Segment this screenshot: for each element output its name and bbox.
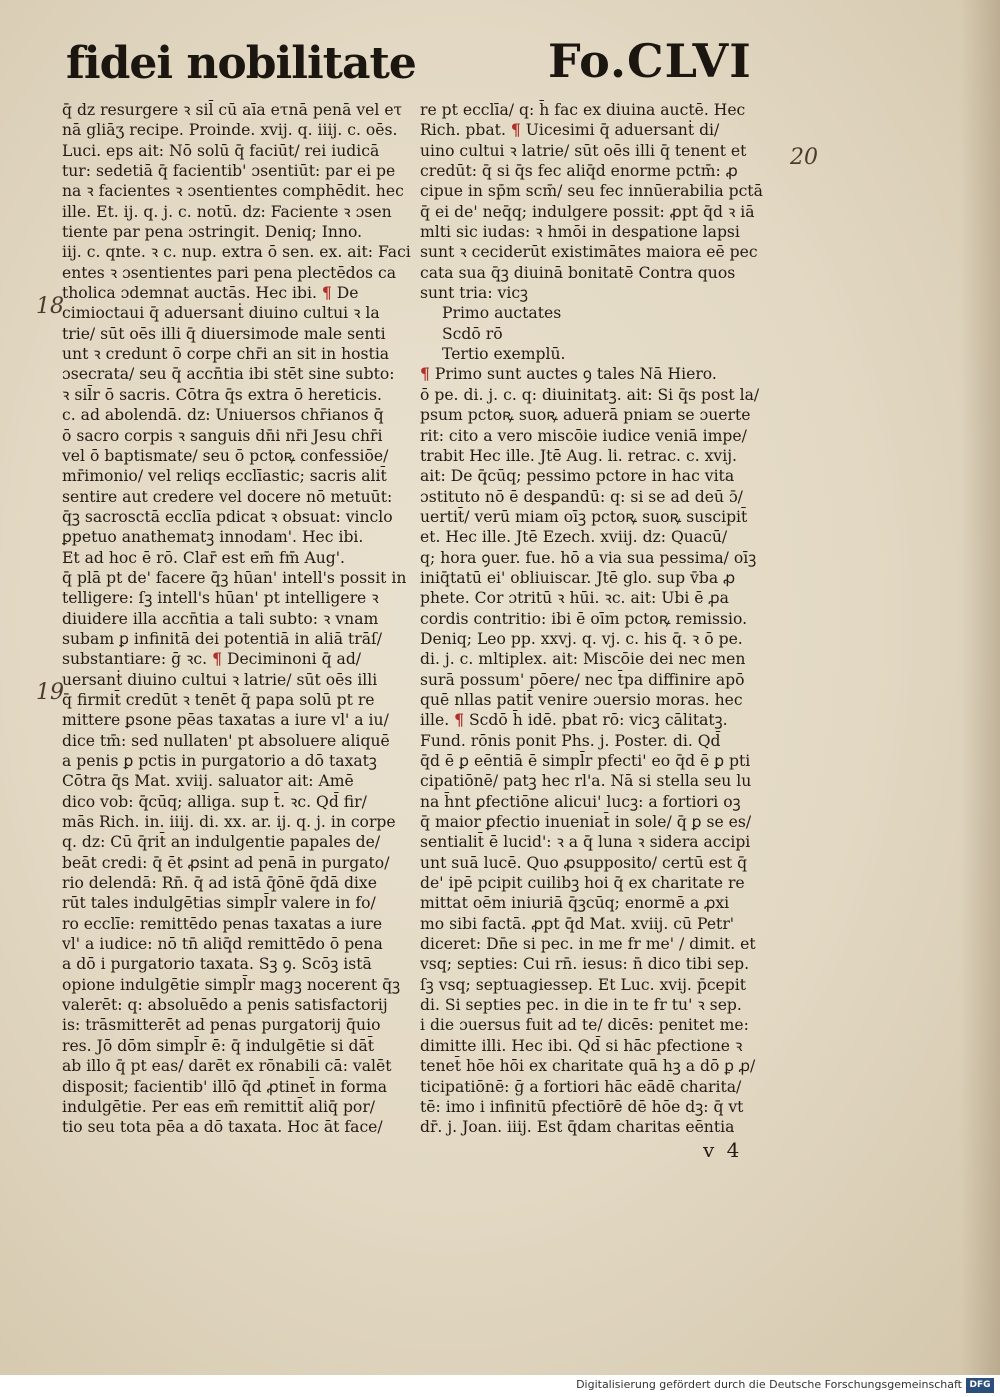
text-line: q. dz: Cū q̄rit̄ an indulgentie papales de/ [62,833,381,852]
text-line: ɔsecrata/ seu q̄ accn̄tia ibi stēt sine subto: [62,365,395,384]
text-line: nā gliāʒ recipe. Proinde. xvij. q. iiij. c. oēs. [62,121,398,140]
text-line: q̄ plā pt de' facere q̄ꝫ hūan' intell's possit in [62,568,407,587]
text-line: dimitte illi. Hec ibi. Qd̄ si hāc pfectione ꝛ [420,1036,743,1055]
text-line: ille. ¶ Scdō h̄ idē. pbat rō: vicꝫ cālitatꝫ. [420,710,728,730]
text-line: c. ad abolendā. dz: Uniuersos chr̄ianos q̄ [62,406,384,425]
text-line: mo sibi factā. ꝓpt q̄d Mat. xviij. cū Petr' [420,914,735,933]
text-line: Scdō rō [442,324,503,343]
text-line: phete. Cor ɔtritū ꝛ hūi. ꝛc. ait: Ubi ē ꝓa [420,589,729,608]
text-line: cata sua q̄ꝫ diuinā bonitatē Contra quos [420,263,736,282]
text-line: ticipatiōnē: ḡ a fortiori hāc eādē charita/ [420,1077,742,1096]
text-line: sunt tria: vicꝫ [420,284,529,303]
signature-mark: v 4 [703,1138,743,1162]
text-line: beāt credi: q̄ ēt ꝓsint ad penā in purgato/ [62,853,390,872]
rubric-mark: ¶ [420,364,430,384]
text-line: a dō i purgatorio taxata. Sꝫ ꝯ. Scōꝫ istā [62,955,372,974]
text-line: vel ō baptismate/ seu ō pctoꝶ confessiōe/ [62,446,389,465]
footer-bar [0,1375,1000,1397]
text-line: tur: sedetiā q̄ facientib' ɔsentiūt: par ei pe [62,162,396,181]
text-line: ille. Et. ij. q. j. c. notū. dz: Faciente ꝛ ɔsen [62,202,392,221]
marginal-note-19: 19 [36,680,64,705]
text-line: cipatiōnē/ patꝫ hec rl'a. Nā si stella seu lu [420,772,752,791]
text-line: trabit Hec ille. Jtē Aug. li. retrac. c. xvij. [420,446,737,465]
text-line: ꝑpetuo anathematꝫ innodam'. Hec ibi. [62,528,364,547]
dfg-logo: DFG [966,1378,994,1393]
page-edge-shadow [960,0,1000,1375]
text-line: q̄d ē ꝑ eēntiā ē simpl̄r pfecti' eo q̄d ē ꝑ pti [420,752,751,770]
text-line: dico vob: q̄cūq; alliga. sup t̄. ꝛc. Qd̄ fir/ [62,792,367,811]
text-line: et. Hec ille. Jtē Ezech. xviij. dz: Quacū/ [420,528,728,547]
text-line: na ꝛ facientes ꝛ ɔsentientes comphēdit. hec [62,182,404,201]
text-line: mr̄imonio/ vel reliqs ecclīastic; sacris alit̄ [62,467,387,486]
marginal-note-18: 18 [36,294,64,319]
text-line: mittere ꝑsone pēas taxatas a iure vl' a iu/ [62,711,389,730]
text-line: vl' a iudice: nō tn̄ aliq̄d remittēdo ō pena [62,935,383,954]
funding-credit: Digitalisierung gefördert durch die Deutsche Forschungsgemeinschaft [576,1378,962,1391]
text-line: di. Si septies pec. in die in te fr tu' ꝛ sep. [420,996,742,1015]
text-line: q̄ maior ꝑfectio inueniat̄ in sole/ q̄ ꝑ se es/ [420,813,752,832]
text-line: re pt ecclīa/ q: h̄ fac ex diuina auctē. Hec [420,101,746,119]
text-line: unt suā lucē. Quo ꝓsupposito/ certū est q̄ [420,853,748,872]
text-line: na h̄nt ꝑfectiōne alicui' lucꝫ: a fortiori oꝫ [420,792,741,811]
text-line: surā possum' pōere/ nec t̄pa diffinire apō [420,670,745,689]
running-title: fidei nobilitate [66,38,416,89]
text-line: uino cultui ꝛ latrie/ sūt oēs illi q̄ tenent et [420,141,747,160]
text-line: q̄ꝫ sacrosctā ecclīa pdicat ꝛ obsuat: vinclo [62,507,393,526]
left-text-column [62,100,414,1138]
text-line: Cōtra q̄s Mat. xviij. saluator ait: Amē [62,772,354,791]
text-line: a penis ꝑ pctis in purgatorio a dō taxatꝫ [62,752,377,770]
text-line: uertit̄/ verū miam oīꝫ pctoꝶ suoꝶ suscipit̄ [420,507,748,526]
text-line: ō sacro corpis ꝛ sanguis dn̄i nr̄i Jesu chr̄i [62,426,383,445]
text-line: i die ɔuersus fuit ad te/ dicēs: penitet me: [420,1016,749,1035]
text-line: is: trāsmitterēt ad penas purgatorij q̄uio [62,1016,381,1035]
text-line: credūt: q̄ si q̄s fec aliq̄d enorme pctm̄: ꝓ [420,162,738,181]
text-line: diceret: Dn̄e si pec. in me fr me' / dimit. et [420,935,756,954]
text-line: ō pe. di. j. c. q: diuinitatꝫ. ait: Si q̄s post la/ [420,385,760,404]
text-line: rit: cito a vero miscōie iudice veniā impe/ [420,426,747,445]
text-line: mlti sic iudas: ꝛ hmōi in desꝑatione lapsi [420,223,740,242]
text-line: valerēt: q: absoluēdo a penis satisfactorij [62,996,388,1015]
text-line: Primo auctates [442,304,562,323]
marginal-note-20: 20 [790,145,818,170]
text-line: Rich. pbat. ¶ Uicesimi q̄ aduersanṫ di/ [420,120,720,140]
text-line: indulgētie. Per eas em̄ remittit̄ aliq̄ por/ [62,1097,376,1116]
text-line: di. j. c. mltiplex. ait: Miscōie dei nec men [420,650,746,669]
text-line: ſꝫ vsq; septuagiessep. Et Luc. xvij. p̄cepit [420,975,747,994]
text-line: q; hora ꝯuer. fue. hō a via sua pessima/ oīꝫ [420,548,757,567]
text-line: tiente par pena ɔstringit. Deniq; Inno. [62,223,363,242]
text-line: telligere: ſꝫ intell's hūan' pt intelligere ꝛ [62,589,379,608]
text-line: tē: imo i infinitū pfectiōrē dē hōe dꝫ: q̄ vt [420,1097,744,1116]
text-line: subam ꝑ infinitā dei potentiā in aliā trāſ/ [62,629,383,648]
text-line: rūt tales indulgētias simpl̄r valere in fo/ [62,894,376,913]
text-line: cipue in sp̄m scm̄/ seu fec innūerabilia pctā [420,182,763,201]
text-line: ab illo q̄ pt eas/ darēt ex rōnabili cā: valēt [62,1057,392,1076]
text-line: de' ipē pcipit cuilibꝫ hoi q̄ ex charitate re [420,874,745,893]
text-line: q̄ dz resurgere ꝛ sil̄ cū aīa eτnā penā vel eτ [62,101,403,119]
text-line: tenet̄ hōe hōi ex charitate quā hꝫ a dō ꝑ ꝓ/ [420,1057,756,1076]
text-line: psum pctoꝶ suoꝶ aduerā pniam se ɔuerte [420,406,751,425]
text-line: ro ecclīe: remittēdo penas taxatas a iure [62,914,383,933]
rubric-mark: ¶ [454,710,465,730]
text-line: sunt ꝛ ceciderūt existimātes maiora eē pec [420,243,758,262]
text-line: quē nllas patit̄ venire ɔuersio moras. hec [420,690,743,709]
folio-number: Fo.CLVI [548,34,752,88]
rubric-mark: ¶ [510,120,521,140]
text-line: res. Jō dōm simpl̄r ē: q̄ indulgētie si dāt̄ [62,1036,375,1055]
text-line: ɔstituto nō ē desꝑandū: q: si se ad deū ɔ̄/ [420,487,743,506]
text-line: unt ꝛ credunt ō corpe chr̄i an sit in hostia [62,345,390,364]
rubric-mark: ¶ [321,283,332,303]
text-line: tio seu tota pēa a dō taxata. Hoc āt face/ [62,1118,383,1137]
text-line: substantiare: ḡ ꝛc. ¶ Deciminoni q̄ ad/ [62,649,362,669]
text-line: sentire aut credere vel docere nō metuūt: [62,487,393,506]
text-line: dr̄. j. Joan. iiij. Est q̄dam charitas eēntia [420,1118,735,1137]
rubric-mark: ¶ [212,649,222,669]
text-line: Fund. rōnis ponit Phs. j. Poster. di. Qd̄ [420,731,721,750]
text-line: Et ad hoc ē rō. Clar̄ est em̄ fm̄ Aug'. [62,548,346,567]
text-line: cordis contritio: ibi ē oīm pctoꝶ remissio. [420,609,748,628]
text-line: Deniq; Leo pp. xxvj. q. vj. c. his q̄. ꝛ ō pe. [420,629,743,648]
text-line: ait: De q̄cūq; pessimo pctore in hac vita [420,467,735,486]
text-line: Luci. eps ait: Nō solū q̄ faciūt/ rei iudicā [62,141,380,160]
text-line: tholica ɔdemnat auctās. Hec ibi. ¶ De [62,283,359,303]
text-line: iij. c. qnte. ꝛ c. nup. extra ō sen. ex. ait: Faci [62,243,411,262]
text-line: entes ꝛ ɔsentientes pari pena plectēdos ca [62,263,397,282]
text-line: trie/ sūt oēs illi q̄ diuersimode male senti [62,324,386,343]
text-line: mās Rich. in. iiij. di. xx. ar. ij. q. j. in corpe [62,813,396,832]
text-line: mittat oēm iniuriā q̄ꝫcūq; enormē a ꝓxi [420,894,730,913]
text-line: disposit; facientib' illō q̄d ꝓtinet̄ in forma [62,1077,388,1096]
text-line: vsq; septies: Cui rn̄. iesus: n̄ dico tibi sep. [420,955,750,974]
text-line: cimioctaui q̄ aduersanṫ diuino cultui ꝛ la [62,304,380,323]
text-line: q̄ ei de' neq̄q; indulgere possit: ꝓpt q̄d ꝛ iā [420,202,755,221]
right-text-column [420,100,772,1138]
text-line: uersanṫ diuino cultui ꝛ latrie/ sūt oēs illi [62,670,378,689]
text-line: iniq̄tatū ei' obliuiscar. Jtē glo. sup v̄ba ꝓ [420,568,736,587]
text-line: Tertio exemplū. [442,345,566,364]
text-line: ¶ Primo sunt auctes ꝯ tales Nā Hiero. [420,364,717,384]
text-line: sentialit̄ ē lucid': ꝛ a q̄ luna ꝛ sidera accipi [420,833,751,852]
text-line: diuidere illa accn̄tia a tali subto: ꝛ vnam [62,609,379,628]
text-line: ꝛ sil̄r ō sacris. Cōtra q̄s extra ō hereticis. [62,385,382,404]
text-line: dice tm̄: sed nullaten' pt absoluere aliquē [62,731,390,750]
text-line: opione indulgētie simpl̄r magꝫ nocerent q̄ꝫ [62,975,401,994]
text-line: q̄ firmit̄ credūt ꝛ tenēt q̄ papa solū pt re [62,690,375,709]
text-line: rio delendā: Rn̄. q̄ ad istā q̄ōnē q̄dā dixe [62,874,377,893]
